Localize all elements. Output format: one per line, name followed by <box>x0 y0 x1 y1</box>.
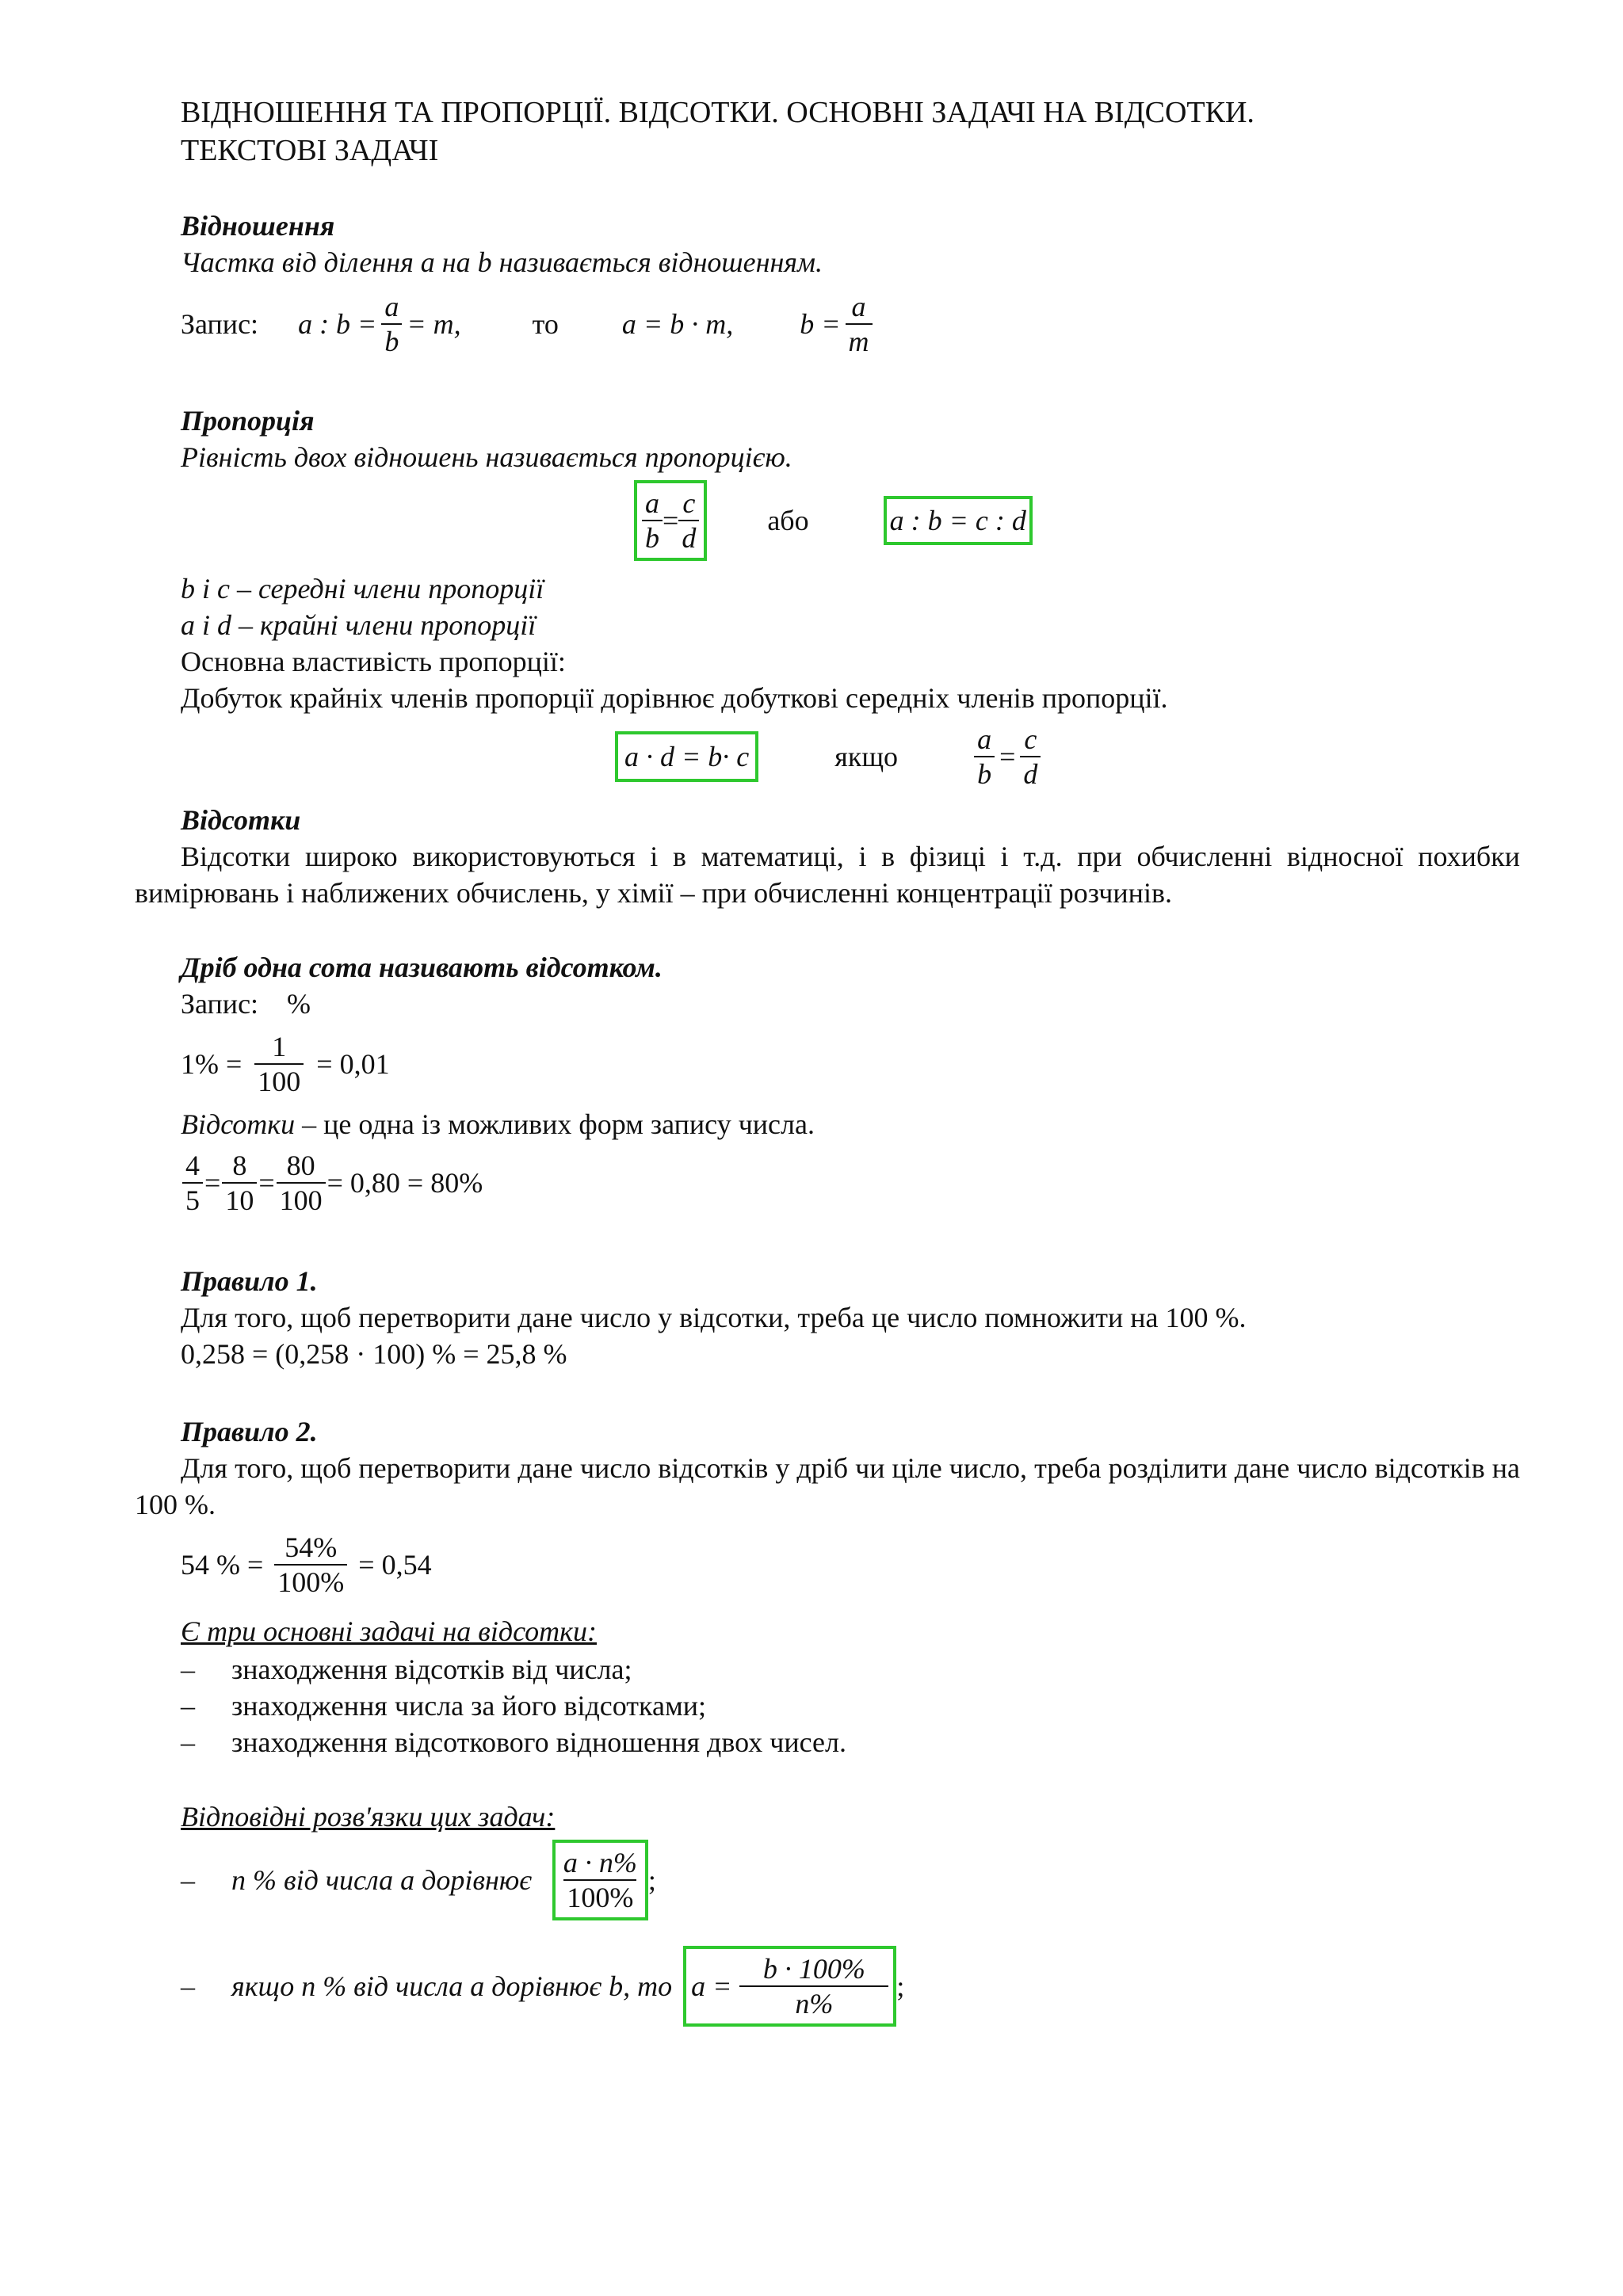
fraction-numerator: b · 100% <box>762 1953 865 1985</box>
fraction-denominator: 100 <box>254 1063 304 1098</box>
record-label: Запис: <box>181 308 259 340</box>
fraction-denominator: b <box>642 520 663 555</box>
list-item-text: знаходження відсотків від числа; <box>231 1653 632 1685</box>
semicolon: ; <box>647 1864 656 1896</box>
fraction-numerator: 80 <box>286 1150 315 1181</box>
one-percent-row <box>181 1030 390 1098</box>
dash-bullet: – <box>181 1970 195 2002</box>
equals-sign: = <box>258 1167 275 1199</box>
proportion-box <box>634 480 707 561</box>
proportion-alt-box: a : b = c : d <box>884 496 1033 545</box>
percent-example-value: = 0,80 = 80% <box>327 1167 483 1199</box>
if-word: якщо <box>834 741 899 772</box>
fraction-b100-n <box>739 1952 888 2020</box>
rule2-example-label: 54 % = <box>181 1549 264 1581</box>
list-item <box>181 1688 1520 1724</box>
ratio-heading: Відношення <box>181 210 335 242</box>
list-item <box>181 1724 1520 1760</box>
fraction-a-b <box>974 723 995 791</box>
fraction-denominator: 5 <box>182 1182 203 1217</box>
ratio-expr1-post: = m, <box>407 308 461 340</box>
solution2-text: якщо n % від числа a дорівнює b, то <box>231 1970 673 2002</box>
fraction-numerator: 54% <box>285 1531 338 1563</box>
fraction-denominator: 10 <box>222 1182 257 1217</box>
percent-definition: Дріб одна сота називають відсотком. <box>181 952 663 983</box>
semicolon: ; <box>896 1970 905 2002</box>
rule2-text: Для того, щоб перетворити дане число відсотків у дріб чи ціле число, треба розділити дане число відсотків на 100 %. <box>135 1452 1520 1520</box>
product-row <box>615 723 1045 791</box>
fraction-denominator: b <box>974 756 995 791</box>
fraction-numerator: a <box>645 487 659 519</box>
fraction-numerator: c <box>682 487 696 519</box>
fraction-1-100 <box>254 1030 304 1098</box>
fraction-numerator: 4 <box>185 1150 200 1181</box>
percent-form-line <box>181 1106 1520 1142</box>
dash-bullet: – <box>181 1864 195 1896</box>
rule1-text: Для того, щоб перетворити дане число у відсотки, треба це число помножити на 100 %. <box>181 1302 1247 1333</box>
one-percent-label: 1% = <box>181 1048 242 1080</box>
dash-bullet: – <box>181 1690 195 1722</box>
fraction-denominator: 100% <box>563 1879 636 1914</box>
solutions-heading: Відповідні розв'язки цих задач: <box>181 1801 556 1833</box>
dash-bullet: – <box>181 1653 195 1685</box>
fraction-a-b <box>642 486 663 555</box>
fraction-denominator: 100% <box>274 1564 347 1599</box>
rule1-heading: Правило 1. <box>181 1265 318 1297</box>
percent-record: Запис: % <box>181 988 311 1020</box>
proportion-heading: Пропорція <box>181 405 315 437</box>
fraction-denominator: d <box>1020 756 1041 791</box>
equals-sign: = <box>999 741 1016 772</box>
solution2-lhs: a = <box>691 1970 732 2002</box>
fraction-4-5 <box>182 1149 203 1217</box>
list-item <box>181 1651 1520 1688</box>
proportion-section <box>181 402 1520 475</box>
title-line-2: ТЕКСТОВІ ЗАДАЧІ <box>181 134 439 167</box>
dash-bullet: – <box>181 1726 195 1758</box>
percent-paragraph: Відсотки широко використовуються і в математиці, і в фізиці і т.д. при обчисленні відносної похибки вимірювань і наближених обчислень, у хімії – при обчисленні концентрації розчинів. <box>135 841 1520 909</box>
proportion-formula-row <box>634 480 1033 561</box>
property-text: Добуток крайніх членів пропорції дорівнює добуткові середніх членів пропорції. <box>181 682 1168 714</box>
fraction-numerator: a <box>384 291 399 322</box>
fraction-numerator: a · n% <box>563 1847 637 1878</box>
ratio-section <box>181 208 1520 280</box>
ratio-formula-row <box>181 290 877 358</box>
fraction-8-10 <box>222 1149 257 1217</box>
or-word: або <box>767 505 809 536</box>
fraction-denominator: n% <box>739 1985 888 2020</box>
page-title <box>181 93 1520 170</box>
proportion-terms <box>181 570 1520 716</box>
percent-heading-block <box>181 802 1520 838</box>
equals-sign: = <box>204 1167 221 1199</box>
title-line-1: ВІДНОШЕННЯ ТА ПРОПОРЦІЇ. ВІДСОТКИ. ОСНОВНІ ЗАДАЧІ НА ВІДСОТКИ. <box>181 96 1254 129</box>
rule1-example: 0,258 = (0,258 · 100) % = 25,8 % <box>181 1338 567 1370</box>
fraction-numerator: a <box>977 723 992 755</box>
one-percent-value: = 0,01 <box>316 1048 390 1080</box>
rule1-section <box>181 1263 1520 1372</box>
fraction-denominator: b <box>381 323 402 358</box>
solution1-box <box>552 1840 648 1920</box>
solution1-row <box>181 1840 656 1920</box>
fraction-numerator: 8 <box>232 1150 247 1181</box>
fraction-numerator: 1 <box>272 1031 287 1062</box>
fraction-an-100 <box>560 1846 640 1914</box>
rule2-example-value: = 0,54 <box>358 1549 432 1581</box>
then-word: то <box>532 308 559 340</box>
list-item-text: знаходження числа за його відсотками; <box>231 1690 706 1722</box>
percent-form-italic: Відсотки <box>181 1108 296 1140</box>
ratio-expr3-pre: b = <box>800 308 841 340</box>
fraction-54-100 <box>274 1531 347 1599</box>
ratio-fraction-a-b <box>381 290 402 358</box>
property-title: Основна властивість пропорції: <box>181 646 566 677</box>
fraction-80-100 <box>277 1149 326 1217</box>
percent-def-block <box>181 949 1520 1022</box>
solution2-box <box>683 1946 896 2027</box>
fraction-c-d <box>1020 723 1041 791</box>
rule2-heading: Правило 2. <box>181 1416 318 1447</box>
ratio-definition: Частка від ділення a на b називається відношенням. <box>181 246 823 278</box>
extreme-terms: a і d – крайні члени пропорції <box>181 609 537 641</box>
percent-form-text: – це одна із можливих форм запису числа. <box>295 1108 815 1140</box>
rule2-heading-block <box>181 1413 1520 1450</box>
fraction-c-d <box>678 486 699 555</box>
solution1-text: n % від числа a дорівнює <box>231 1864 532 1896</box>
solution2-row <box>181 1946 904 2027</box>
percent-heading: Відсотки <box>181 804 301 836</box>
product-box: a · d = b· c <box>615 731 758 782</box>
equals-sign: = <box>663 505 679 536</box>
solutions-heading-block <box>181 1798 1520 1835</box>
fraction-denominator: m <box>846 323 873 358</box>
tasks-heading: Є три основні задачі на відсотки: <box>181 1615 597 1647</box>
ratio-expr1-pre: a : b = <box>298 308 377 340</box>
fraction-numerator: a <box>851 291 866 322</box>
middle-terms: b і c – середні члени пропорції <box>181 573 544 605</box>
list-item-text: знаходження відсоткового відношення двох чисел. <box>231 1726 846 1758</box>
rule2-example-row <box>181 1531 432 1599</box>
tasks-list <box>181 1651 1520 1760</box>
fraction-denominator: d <box>678 520 699 555</box>
fraction-numerator: c <box>1024 723 1037 755</box>
ratio-fraction-a-m <box>846 290 873 358</box>
fraction-denominator: 100 <box>277 1182 326 1217</box>
percent-example-row <box>181 1149 483 1217</box>
tasks-heading-block <box>181 1613 1520 1650</box>
proportion-definition: Рівність двох відношень називається пропорцією. <box>181 441 792 473</box>
ratio-expr2: a = b · m, <box>621 308 734 340</box>
